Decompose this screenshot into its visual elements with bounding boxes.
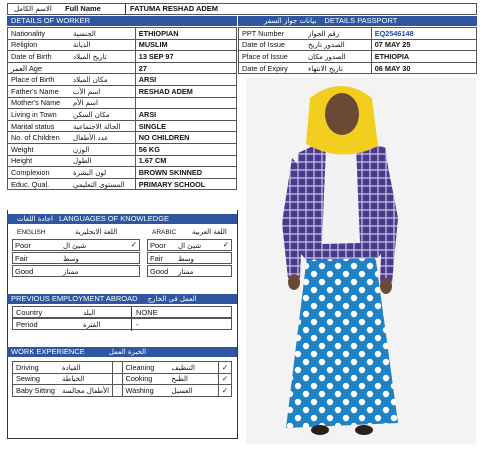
employment-row-label-ar: الفترة — [83, 321, 101, 329]
passport-title-ar: بيانات جواز السفر — [264, 17, 317, 25]
worker-detail-row — [8, 39, 237, 51]
passport-detail-value: 07 MAY 25 — [371, 39, 476, 51]
worker-detail-label-en: Mother's Name — [11, 98, 61, 108]
experience-right-en: Washing — [125, 385, 154, 395]
experience-header — [7, 347, 237, 357]
english-label: ENGLISH — [17, 229, 46, 236]
passport-details-header — [238, 16, 477, 26]
experience-right-ar: الغسيل — [171, 386, 193, 395]
experience-right-label — [122, 385, 218, 397]
english-level-row — [12, 265, 140, 277]
passport-detail-row — [239, 39, 477, 51]
worker-detail-label — [8, 155, 136, 167]
worker-detail-label — [8, 109, 136, 121]
employment-row — [12, 306, 232, 318]
worker-detail-row — [8, 143, 237, 155]
worker-detail-label-en: Complexion — [11, 167, 50, 177]
worker-detail-label-ar: المستوى التعليمي — [73, 180, 125, 189]
experience-left-check — [113, 385, 123, 397]
experience-right-ar: التنظيف — [171, 363, 195, 372]
passport-detail-label-en: PPT Number — [242, 28, 285, 38]
experience-right-en: Cleaning — [125, 362, 155, 372]
employment-row-value: - — [136, 320, 139, 329]
employment-title-en: PREVIOUS EMPLOYMENT ABROAD — [11, 294, 138, 303]
worker-detail-label — [8, 28, 136, 40]
worker-detail-label-en: العمر Age — [11, 63, 43, 73]
worker-detail-row — [8, 97, 237, 109]
worker-detail-label-en: Father's Name — [11, 86, 59, 96]
worker-detail-label-en: Weight — [11, 144, 34, 154]
experience-title-ar: الخبرة العمل — [108, 348, 147, 356]
worker-detail-value: 27 — [135, 62, 236, 74]
passport-detail-label-ar: تاريخ الانتهاء — [308, 64, 343, 73]
employment-row-label: Country — [16, 308, 43, 317]
passport-detail-label — [239, 51, 372, 63]
worker-detail-label-en: Height — [11, 156, 33, 166]
passport-title-en: DETAILS PASSPORT — [324, 16, 398, 25]
arabic-level-label: Fair — [150, 254, 163, 263]
experience-right-check: ✓ — [218, 362, 231, 374]
full-name-label: Full Name — [65, 4, 101, 13]
worker-detail-label-ar: مكان السكن — [73, 110, 110, 119]
worker-detail-value — [135, 97, 236, 109]
worker-detail-row — [8, 51, 237, 63]
worker-detail-label-en: Living in Town — [11, 109, 57, 119]
worker-detail-value: MUSLIM — [135, 39, 236, 51]
worker-detail-label — [8, 120, 136, 132]
languages-title-en: LANGUAGES OF KNOWLEDGE — [59, 214, 170, 223]
worker-detail-value: 56 KG — [135, 143, 236, 155]
worker-detail-label-ar: الجنسية — [73, 29, 96, 38]
worker-detail-label-en: Place of Birth — [11, 75, 55, 85]
languages-header — [7, 214, 237, 224]
worker-detail-label-ar: تاريخ الميلاد — [73, 52, 107, 61]
employment-row-label-ar: البلد — [83, 309, 96, 317]
experience-left-check — [113, 362, 123, 374]
worker-details-title: DETAILS OF WORKER — [11, 16, 91, 25]
english-level-row — [12, 239, 140, 251]
full-name-value: FATUMA RESHAD ADEM — [130, 4, 219, 13]
experience-right-en: Cooking — [125, 374, 153, 384]
arabic-label: ARABIC — [152, 229, 177, 236]
english-level-row — [12, 252, 140, 264]
worker-detail-row — [8, 28, 237, 40]
worker-detail-label-en: Nationality — [11, 28, 46, 38]
employment-row — [12, 318, 232, 330]
worker-detail-label-en: Educ. Qual. — [11, 179, 50, 189]
passport-details-table — [238, 27, 477, 74]
arabic-label-ar: اللغة العربية — [192, 228, 227, 236]
experience-left-ar: الأطفال مجالسة — [62, 386, 110, 395]
worker-detail-value: 1.67 CM — [135, 155, 236, 167]
full-name-label-ar: الاسم الكامل — [14, 5, 52, 13]
worker-detail-value: BROWN SKINNED — [135, 167, 236, 179]
worker-detail-row — [8, 132, 237, 144]
arabic-level-row — [147, 239, 232, 251]
worker-detail-row — [8, 109, 237, 121]
worker-detail-value: SINGLE — [135, 120, 236, 132]
experience-left-label — [13, 373, 113, 385]
arabic-level-label-ar: شيئ ال — [178, 242, 202, 250]
worker-detail-label — [8, 97, 136, 109]
passport-detail-value: EQ2546148 — [371, 28, 476, 40]
english-level-label: Poor — [15, 241, 31, 250]
passport-detail-label — [239, 62, 372, 74]
worker-detail-label-ar: لون البشرة — [73, 168, 107, 177]
arabic-level-check: ✓ — [222, 240, 229, 249]
worker-detail-label-en: No. of Children — [11, 133, 60, 143]
worker-detail-value: PRIMARY SCHOOL — [135, 178, 236, 190]
passport-detail-row — [239, 51, 477, 63]
experience-row — [13, 373, 232, 385]
english-level-label: Fair — [15, 254, 28, 263]
experience-title-en: WORK EXPERIENCE — [11, 347, 85, 356]
worker-detail-label-en: Religion — [11, 40, 38, 50]
arabic-level-label: Good — [150, 267, 169, 276]
english-level-label-ar: شيئ ال — [63, 242, 87, 250]
experience-left-label — [13, 385, 113, 397]
english-level-label-ar: وسط — [63, 255, 79, 263]
worker-detail-row — [8, 155, 237, 167]
arabic-level-label: Poor — [150, 241, 166, 250]
languages-title-ar: اجادة اللغات — [17, 215, 53, 223]
worker-detail-row — [8, 85, 237, 97]
employment-row-value: NONE — [136, 308, 158, 317]
worker-detail-label-ar: مكان الميلاد — [73, 76, 108, 85]
passport-detail-value: 06 MAY 30 — [371, 62, 476, 74]
employment-row-label: Period — [16, 320, 38, 329]
worker-detail-label-en: Date of Birth — [11, 51, 52, 61]
worker-detail-label — [8, 62, 136, 74]
worker-detail-row — [8, 62, 237, 74]
experience-left-label — [13, 362, 113, 374]
experience-right-check: ✓ — [218, 385, 231, 397]
passport-detail-label-en: Date of Issue — [242, 40, 285, 50]
worker-detail-label — [8, 167, 136, 179]
experience-row — [13, 385, 232, 397]
worker-detail-row — [8, 167, 237, 179]
passport-detail-label-en: Date of Expiry — [242, 63, 288, 73]
worker-detail-label — [8, 143, 136, 155]
experience-right-ar: الطبخ — [171, 375, 188, 384]
worker-detail-value: ARSI — [135, 109, 236, 121]
arabic-level-row — [147, 265, 232, 277]
worker-detail-label-ar: الطول — [73, 157, 92, 166]
worker-detail-label — [8, 74, 136, 86]
experience-row — [13, 362, 232, 374]
worker-detail-label-en: Marital status — [11, 121, 55, 131]
worker-detail-value: ARSI — [135, 74, 236, 86]
worker-detail-label-ar: الديانة — [73, 41, 91, 50]
experience-left-ar: الخياطة — [62, 375, 85, 384]
worker-detail-label — [8, 85, 136, 97]
english-level-check: ✓ — [130, 240, 137, 249]
worker-detail-label-ar: اسم الأب — [73, 87, 101, 96]
worker-detail-value: ETHIOPIAN — [135, 28, 236, 40]
worker-detail-label-ar: الوزن — [73, 145, 90, 154]
passport-detail-label-en: Place of Issue — [242, 51, 288, 61]
experience-right-label — [122, 373, 218, 385]
passport-detail-row — [239, 28, 477, 40]
arabic-level-label-ar: ممتاز — [178, 268, 194, 276]
worker-details-header — [7, 16, 237, 26]
passport-detail-row — [239, 62, 477, 74]
employment-header — [7, 294, 237, 304]
passport-detail-label-ar: الصدور تاريخ — [308, 41, 345, 50]
worker-detail-row — [8, 74, 237, 86]
experience-left-en: Sewing — [16, 374, 40, 384]
experience-left-check — [113, 373, 123, 385]
english-level-label-ar: ممتاز — [63, 268, 79, 276]
experience-right-label — [122, 362, 218, 374]
passport-detail-label — [239, 39, 372, 51]
arabic-level-row — [147, 252, 232, 264]
worker-details-table — [7, 27, 237, 190]
experience-left-en: Baby Sitting — [16, 385, 55, 395]
worker-detail-label — [8, 132, 136, 144]
worker-detail-label — [8, 178, 136, 190]
worker-detail-row — [8, 178, 237, 190]
experience-right-check: ✓ — [218, 373, 231, 385]
passport-detail-label-ar: رقم الجواز — [308, 29, 340, 38]
passport-detail-value: ETHIOPIA — [371, 51, 476, 63]
english-level-label: Good — [15, 267, 34, 276]
worker-detail-value: NO CHILDREN — [135, 132, 236, 144]
worker-detail-label — [8, 51, 136, 63]
worker-photo — [246, 78, 476, 444]
worker-detail-label-ar: الحالة الاجتماعية — [73, 122, 121, 131]
english-label-ar: اللغة الانجليزية — [75, 228, 118, 236]
passport-detail-label-ar: الصدور مكان — [308, 52, 346, 61]
experience-left-ar: القيادة — [62, 363, 81, 372]
worker-detail-row — [8, 120, 237, 132]
arabic-level-label-ar: وسط — [178, 255, 194, 263]
worker-detail-value: RESHAD ADEM — [135, 85, 236, 97]
worker-detail-label — [8, 39, 136, 51]
worker-detail-label-ar: اسم الأم — [73, 99, 98, 108]
experience-table — [12, 361, 232, 397]
employment-title-ar: العمل في الخارج — [147, 295, 197, 303]
experience-left-en: Driving — [16, 362, 39, 372]
passport-detail-label — [239, 28, 372, 40]
worker-detail-label-ar: عدد الأطفال — [73, 134, 109, 143]
worker-detail-value: 13 SEP 97 — [135, 51, 236, 63]
